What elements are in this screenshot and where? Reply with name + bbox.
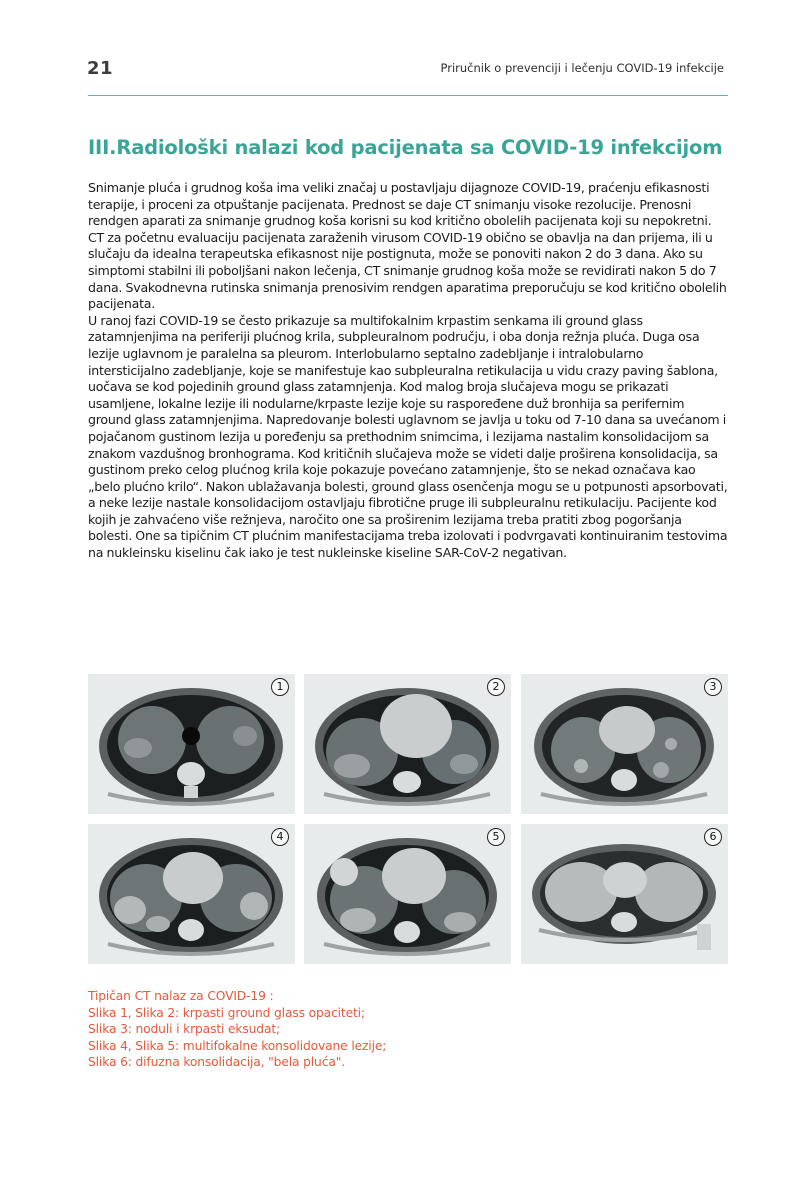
panel-number-5: 5 bbox=[487, 828, 505, 846]
caption-line-4: Slika 4, Slika 5: multifokalne konsolidovane lezije; bbox=[88, 1038, 387, 1053]
ct-figure-grid bbox=[88, 674, 728, 972]
header-divider bbox=[88, 95, 728, 96]
ct-scan-image-6 bbox=[521, 824, 728, 964]
panel-number-3: 3 bbox=[704, 678, 722, 696]
paragraph-1: Snimanje pluća i grudnog koša ima veliki značaj u postavljaju dijagnoze COVID-19, praćenju efikasnosti terapije, i proceni za otpuštanje pacijenata. Prednost se daje CT snimanju visoke rezolucije. Prenosni rendgen aparati za snimanje grudnog koša korisni su kod kritično obolelih pacijenata koji su nepokretni. CT za početnu evaluaciju pacijenata zaraženih virusom COVID-19 obično se obavlja na dan prijema, ili u slučaju da idealna terapeutska efikasnost nije postignuta, može se ponoviti nakon 2 do 3 dana. Ako su simptomi stabilni ili poboljšani nakon lečenja, CT snimanje grudnog koša može se revidirati nakon 5 do 7 dana. Svakodnevna rutinska snimanja prenosivim rendgen aparatima preporučuju se kod kritično obolelih pacijenata. bbox=[88, 180, 727, 312]
running-title: Priručnik o prevenciji i lečenju COVID-19 infekcije bbox=[440, 61, 724, 75]
body-text bbox=[88, 180, 728, 562]
ct-panel-2 bbox=[304, 674, 511, 814]
page-header bbox=[0, 0, 811, 98]
panel-number-6: 6 bbox=[704, 828, 722, 846]
panel-number-1: 1 bbox=[271, 678, 289, 696]
panel-number-4: 4 bbox=[271, 828, 289, 846]
page-number: 21 bbox=[87, 58, 114, 79]
ct-panel-3 bbox=[521, 674, 728, 814]
caption-line-1: Tipičan CT nalaz za COVID-19 : bbox=[88, 989, 274, 1003]
panel-number-2: 2 bbox=[487, 678, 505, 696]
caption-line-2: Slika 1, Slika 2: krpasti ground glass opaciteti; bbox=[88, 1005, 365, 1020]
figure-caption bbox=[88, 988, 728, 1071]
ct-scan-image-5 bbox=[304, 824, 511, 964]
ct-scan-image-1 bbox=[88, 674, 295, 814]
paragraph-2: U ranoj fazi COVID-19 se često prikazuje sa multifokalnim krpastim senkama ili ground glass zatamnjenjima na periferiji plućnog krila, subpleuralnom području, i oba donja režnja pluća. Duga osa lezije uglavnom je paralelna sa pleurom. Interlobularno septalno zadebljanje i intralobularno intersticijalno zadebljanje, koje se manifestuje kao subpleuralna retikulacija u vidu crazy paving šablona, uočava se kod pojedinih ground glass zatamnjenja. Kod malog broja slučajeva mogu se prikazati usamljene, lokalne lezije ili nodularne/krpaste lezije koje su raspoređene duž bronhija sa perifernim ground glass zatamnjenjima. Napredovanje bolesti uglavnom se javlja u toku od 7-10 dana sa uvećanom i pojačanom gustinom lezija u poređenju sa prethodnim snimcima, i lezijama nastalim konsolidacijom sa znakom vazdušnog bronhograma. Kod kritičnih slučajeva može se videti dalje proširena konsolidacija, sa gustinom preko celog plućnog krila koje pokazuje povećano zatamnjenje, što se nekad označava kao „belo plućno krilo“. Nakon ublažavanja bolesti, ground glass osenčenja mogu se u potpunosti apsorbovati, a neke lezije nastale konsolidacijom ostavljaju fibrotične pruge ili subpleuralnu retikulaciju. Pacijente kod kojih je zahvaćeno više režnjeva, naročito one sa proširenim lezijama treba pratiti zbog pogoršanja bolesti. One sa tipičnim CT plućnim manifestacijama treba izolovati i podvrgavati kontinuiranim testovima na nukleinsku kiselinu čak iako je test nukleinske kiseline SAR-CoV-2 negativan. bbox=[88, 312, 728, 561]
section-title: III.Radiološki nalazi kod pacijenata sa COVID-19 infekcijom bbox=[88, 136, 723, 159]
ct-panel-1 bbox=[88, 674, 295, 814]
ct-panel-4 bbox=[88, 824, 295, 964]
caption-line-5: Slika 6: difuzna konsolidacija, "bela pluća". bbox=[88, 1055, 345, 1070]
caption-line-3: Slika 3: noduli i krpasti eksudat; bbox=[88, 1022, 281, 1037]
ct-scan-image-4 bbox=[88, 824, 295, 964]
ct-scan-image-3 bbox=[521, 674, 728, 814]
ct-panel-6 bbox=[521, 824, 728, 964]
ct-panel-5 bbox=[304, 824, 511, 964]
ct-scan-image-2 bbox=[304, 674, 511, 814]
